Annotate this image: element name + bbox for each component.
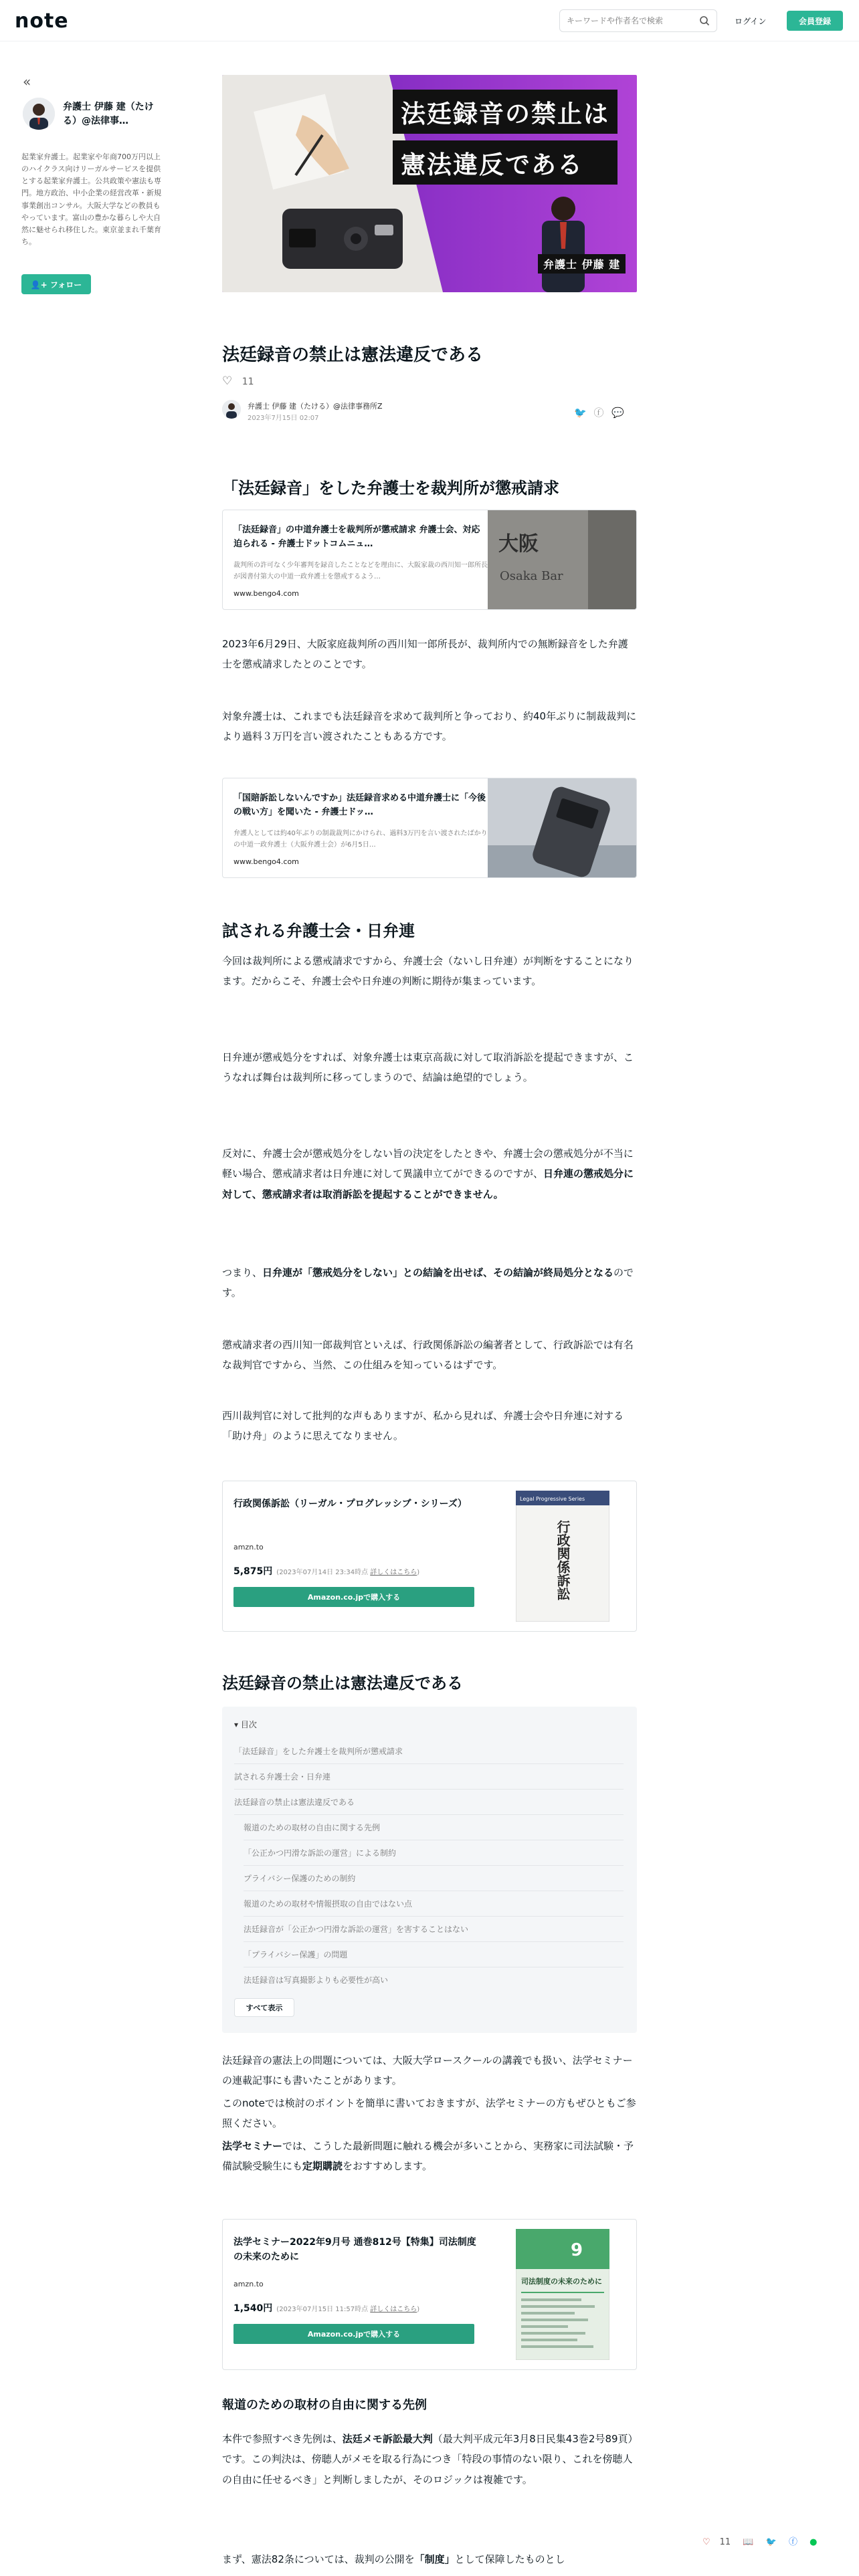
link-card-description: 弁護人としては約40年ぶりの制裁裁判にかけられ、過料3万円を言い渡されたばかりの中道一政弁護士（大阪弁護士会）が6月5日… bbox=[233, 830, 488, 849]
search-box[interactable] bbox=[559, 9, 717, 32]
paragraph-5: 反対に、弁護士会が懲戒処分をしない旨の決定をしたときや、弁護士会の懲戒処分が不当に軽い場合、懲戒請求者は日弁連に対して異議申立てができるのですが、日弁連の懲戒処分に対して、懲戒請求者は取消訴訟を提起することができません。 bbox=[222, 1148, 634, 1200]
twitter-icon[interactable]: 🐦 bbox=[765, 2537, 777, 2547]
svg-text:司法制度の未来のために: 司法制度の未来のために bbox=[521, 2277, 602, 2286]
amazon-product-title[interactable]: 行政関係訴訟（リーガル・プログレッシブ・シリーズ） bbox=[233, 1499, 467, 1509]
link-card-2[interactable] bbox=[222, 778, 637, 878]
facebook-icon[interactable]: ⓕ bbox=[593, 407, 604, 419]
amazon-buy-button[interactable]: Amazon.co.jpで購入する bbox=[233, 1587, 474, 1607]
follow-label: フォロー bbox=[50, 280, 82, 290]
link-card-1[interactable] bbox=[222, 510, 637, 610]
amazon-card-1[interactable] bbox=[222, 1481, 637, 1632]
like-row[interactable] bbox=[222, 374, 254, 388]
login-button[interactable]: ログイン bbox=[728, 12, 773, 29]
toc-subitem[interactable]: 法廷録音が「公正かつ円滑な訴訟の運営」を害することはない bbox=[244, 1917, 624, 1942]
amazon-host: amzn.to bbox=[233, 1543, 264, 1551]
toc-item[interactable]: 法廷録音の禁止は憲法違反である bbox=[234, 1790, 624, 1815]
recorder-image bbox=[488, 778, 636, 878]
hero-caption: 弁護士 伊藤 建 bbox=[538, 254, 626, 274]
toc-subitem[interactable]: 「プライバシー保護」の問題 bbox=[244, 1942, 624, 1967]
amazon-buy-button[interactable]: Amazon.co.jpで購入する bbox=[233, 2324, 474, 2344]
paragraph-9: 法廷録音の憲法上の問題については、大阪大学ロースクールの講義でも扱い、法学セミナーの連載記事にも書いたことがあります。 bbox=[222, 2054, 633, 2087]
article-author[interactable]: 弁護士 伊藤 建（たける）@法律事務所Z bbox=[248, 402, 383, 411]
comment-icon[interactable]: 💬 bbox=[611, 407, 624, 419]
facebook-icon[interactable]: ⓕ bbox=[789, 2537, 798, 2547]
court-sign-image bbox=[488, 510, 636, 610]
heart-icon[interactable]: ♡ bbox=[222, 374, 233, 388]
top-navigation-bar bbox=[0, 0, 859, 41]
svg-text:行政関係訴訟: 行政関係訴訟 bbox=[555, 1520, 571, 1600]
book-cover-image bbox=[516, 1491, 609, 1622]
toc-subitem[interactable]: 報道のための取材の自由に関する先例 bbox=[244, 1815, 624, 1840]
toc-subitem[interactable]: 報道のための取材や情報摂取の自由ではない点 bbox=[244, 1891, 624, 1917]
toc-heading[interactable]: ▾ 目次 bbox=[234, 1720, 257, 1729]
amazon-host: amzn.to bbox=[233, 2280, 264, 2288]
section-heading-3: 法廷録音の禁止は憲法違反である bbox=[222, 1674, 463, 1693]
svg-text:Osaka Bar: Osaka Bar bbox=[500, 569, 563, 583]
toc-subitem[interactable]: 「公正かつ円滑な訴訟の運営」による制約 bbox=[244, 1840, 624, 1866]
link-card-title: 「国賠訴訟しないんですか」法廷録音求める中道弁護士に「今後の戦い方」を聞いた - 弁護士ドッ… bbox=[233, 793, 486, 817]
note-logo[interactable]: note bbox=[15, 9, 69, 33]
section-heading-2: 試される弁護士会・日弁連 bbox=[222, 922, 415, 940]
link-card-url: www.bengo4.com bbox=[233, 589, 299, 598]
like-count: 11 bbox=[719, 2537, 731, 2547]
heart-icon[interactable]: ♡ bbox=[702, 2537, 710, 2547]
svg-text:Legal Progressive Series: Legal Progressive Series bbox=[520, 1496, 585, 1502]
detail-link[interactable]: 詳しくはこちら bbox=[370, 2306, 417, 2313]
paragraph-13: まず、憲法82条については、裁判の公開を「制度」として保障したものとし bbox=[222, 2553, 565, 2565]
hero-title-line-1: 法廷録音の禁止は bbox=[393, 90, 617, 134]
follow-button[interactable] bbox=[21, 274, 91, 294]
paragraph-12: 本件で参照すべき先例は、法廷メモ訴訟最大判（最大判平成元年3月8日民集43巻2号89頁）です。この判決は、傍聴人がメモを取る行為につき「特段の事情のない限り、これを傍聴人の自由に任せるべき」と判断しましたが、そのロジックは複雑です。 bbox=[222, 2433, 634, 2486]
paragraph-11: 法学セミナーでは、こうした最新問題に触れる機会が多いことから、実務家に司法試験・予備試験受験生にも定期購読をおすすめします。 bbox=[222, 2140, 634, 2173]
person-add-icon: 👤+ bbox=[30, 280, 47, 290]
article-date: 2023年7月15日 02:07 bbox=[248, 415, 319, 422]
link-card-url: www.bengo4.com bbox=[233, 857, 299, 866]
author-avatar[interactable] bbox=[23, 98, 55, 130]
amazon-card-2[interactable] bbox=[222, 2219, 637, 2370]
svg-text:大阪: 大阪 bbox=[498, 532, 539, 556]
hero-title-line-2: 憲法違反である bbox=[393, 140, 617, 185]
hero-image bbox=[222, 75, 637, 292]
detail-link[interactable]: 詳しくはこちら bbox=[370, 1569, 417, 1576]
author-bio: 起業家弁護士。起業家や年商700万円以上のハイクラス向けリーガルサービスを提供とする起業家弁護士。公共政策や憲法も専門。地方政治、中小企業の経営改革・新規事業創出コンサル。大阪大学などの教員もやっています。富山の豊かな暮らしや大自然に魅せられ移住した。東京並まれ千葉育ち。 bbox=[21, 152, 161, 246]
paragraph-6: つまり、日弁連が「懲戒処分をしない」との結論を出せば、その結論が終局処分となるのです。 bbox=[222, 1267, 634, 1299]
toc-subitem[interactable]: 法廷録音は写真撮影よりも必要性が高い bbox=[244, 1975, 389, 1985]
paragraph-3: 今回は裁判所による懲戒請求ですから、弁護士会（ないし日弁連）が判断をすることになります。だからこそ、弁護士会や日弁連の判断に期待が集まっています。 bbox=[222, 955, 634, 988]
paragraph-1: 2023年6月29日、大阪家庭裁判所の西川知一郎所長が、裁判所内での無断録音をした弁護士を懲戒請求したとのことです。 bbox=[222, 638, 628, 671]
link-card-title: 「法廷録音」の中道弁護士を裁判所が懲戒請求 弁護士会、対応迫られる - 弁護士ドットコムニュ… bbox=[233, 525, 480, 549]
magazine-cover-image bbox=[516, 2229, 609, 2360]
amazon-price: 1,540円 (2023年07月15日 11:57時点 詳しくはこちら) bbox=[233, 2303, 420, 2314]
search-input[interactable] bbox=[560, 10, 687, 31]
like-count: 11 bbox=[242, 377, 254, 387]
author-name[interactable]: 弁護士 伊藤 建（たける）@法律事… bbox=[63, 102, 154, 126]
share-icons bbox=[567, 405, 624, 419]
toc-subitem[interactable]: プライバシー保護のための制約 bbox=[244, 1866, 624, 1891]
search-icon[interactable] bbox=[699, 15, 710, 26]
floating-action-bar bbox=[702, 2535, 827, 2547]
paragraph-2: 対象弁護士は、これまでも法廷録音を求めて裁判所と争っており、約40年ぶりに制裁裁判により過料３万円を言い渡されたこともある方です。 bbox=[222, 710, 637, 743]
author-avatar-small[interactable] bbox=[222, 400, 241, 419]
paragraph-7: 懲戒請求者の西川知一郎裁判官といえば、行政関係訴訟の編著者として、行政訴訟では有名な裁判官ですから、当然、この仕組みを知っているはずです。 bbox=[222, 1339, 634, 1372]
show-all-toc-button[interactable]: すべて表示 bbox=[234, 1998, 294, 2017]
section-heading-4: 報道のための取材の自由に関する先例 bbox=[222, 2398, 427, 2412]
link-card-description: 裁判所の許可なく少年審判を録音したことなどを理由に、大阪家裁の西川知一郎所長が図書付第大の中道一政弁護士を懲戒するよう… bbox=[233, 562, 488, 580]
collapse-sidebar-icon[interactable]: « bbox=[23, 74, 31, 90]
amazon-product-title[interactable]: 法学セミナー2022年9月号 通巻812号【特集】司法制度の未来のために bbox=[233, 2237, 476, 2262]
table-of-contents bbox=[222, 1707, 637, 2033]
paragraph-10: このnoteでは検討のポイントを簡単に書いておきますが、法学セミナーの方もぜひともご参照ください。 bbox=[222, 2097, 636, 2130]
paragraph-4: 日弁連が懲戒処分をすれば、対象弁護士は東京高裁に対して取消訴訟を提起できますが、こうなれば舞台は裁判所に移ってしまうので、結論は絶望的でしょう。 bbox=[222, 1051, 634, 1084]
twitter-icon[interactable]: 🐦 bbox=[574, 407, 587, 419]
hero-title bbox=[393, 90, 617, 191]
article-title: 法廷録音の禁止は憲法違反である bbox=[222, 345, 484, 365]
paragraph-8: 西川裁判官に対して批判的な声もありますが、私から見れば、弁護士会や日弁連に対する「助け舟」のように思えてなりません。 bbox=[222, 1410, 624, 1442]
toc-item[interactable]: 試される弁護士会・日弁連 bbox=[234, 1764, 624, 1790]
magazine-icon[interactable]: 📖 bbox=[743, 2537, 754, 2547]
svg-text:9: 9 bbox=[571, 2240, 583, 2260]
caret-down-icon: ▾ bbox=[234, 1720, 241, 1729]
line-icon[interactable]: ● bbox=[809, 2537, 818, 2547]
toc-item[interactable]: 「法廷録音」をした弁護士を裁判所が懲戒請求 bbox=[234, 1739, 624, 1764]
section-heading-1: 「法廷録音」をした弁護士を裁判所が懲戒請求 bbox=[222, 479, 559, 498]
signup-button[interactable]: 会員登録 bbox=[787, 11, 843, 31]
amazon-price: 5,875円 (2023年07月14日 23:34時点 詳しくはこちら) bbox=[233, 1566, 420, 1577]
